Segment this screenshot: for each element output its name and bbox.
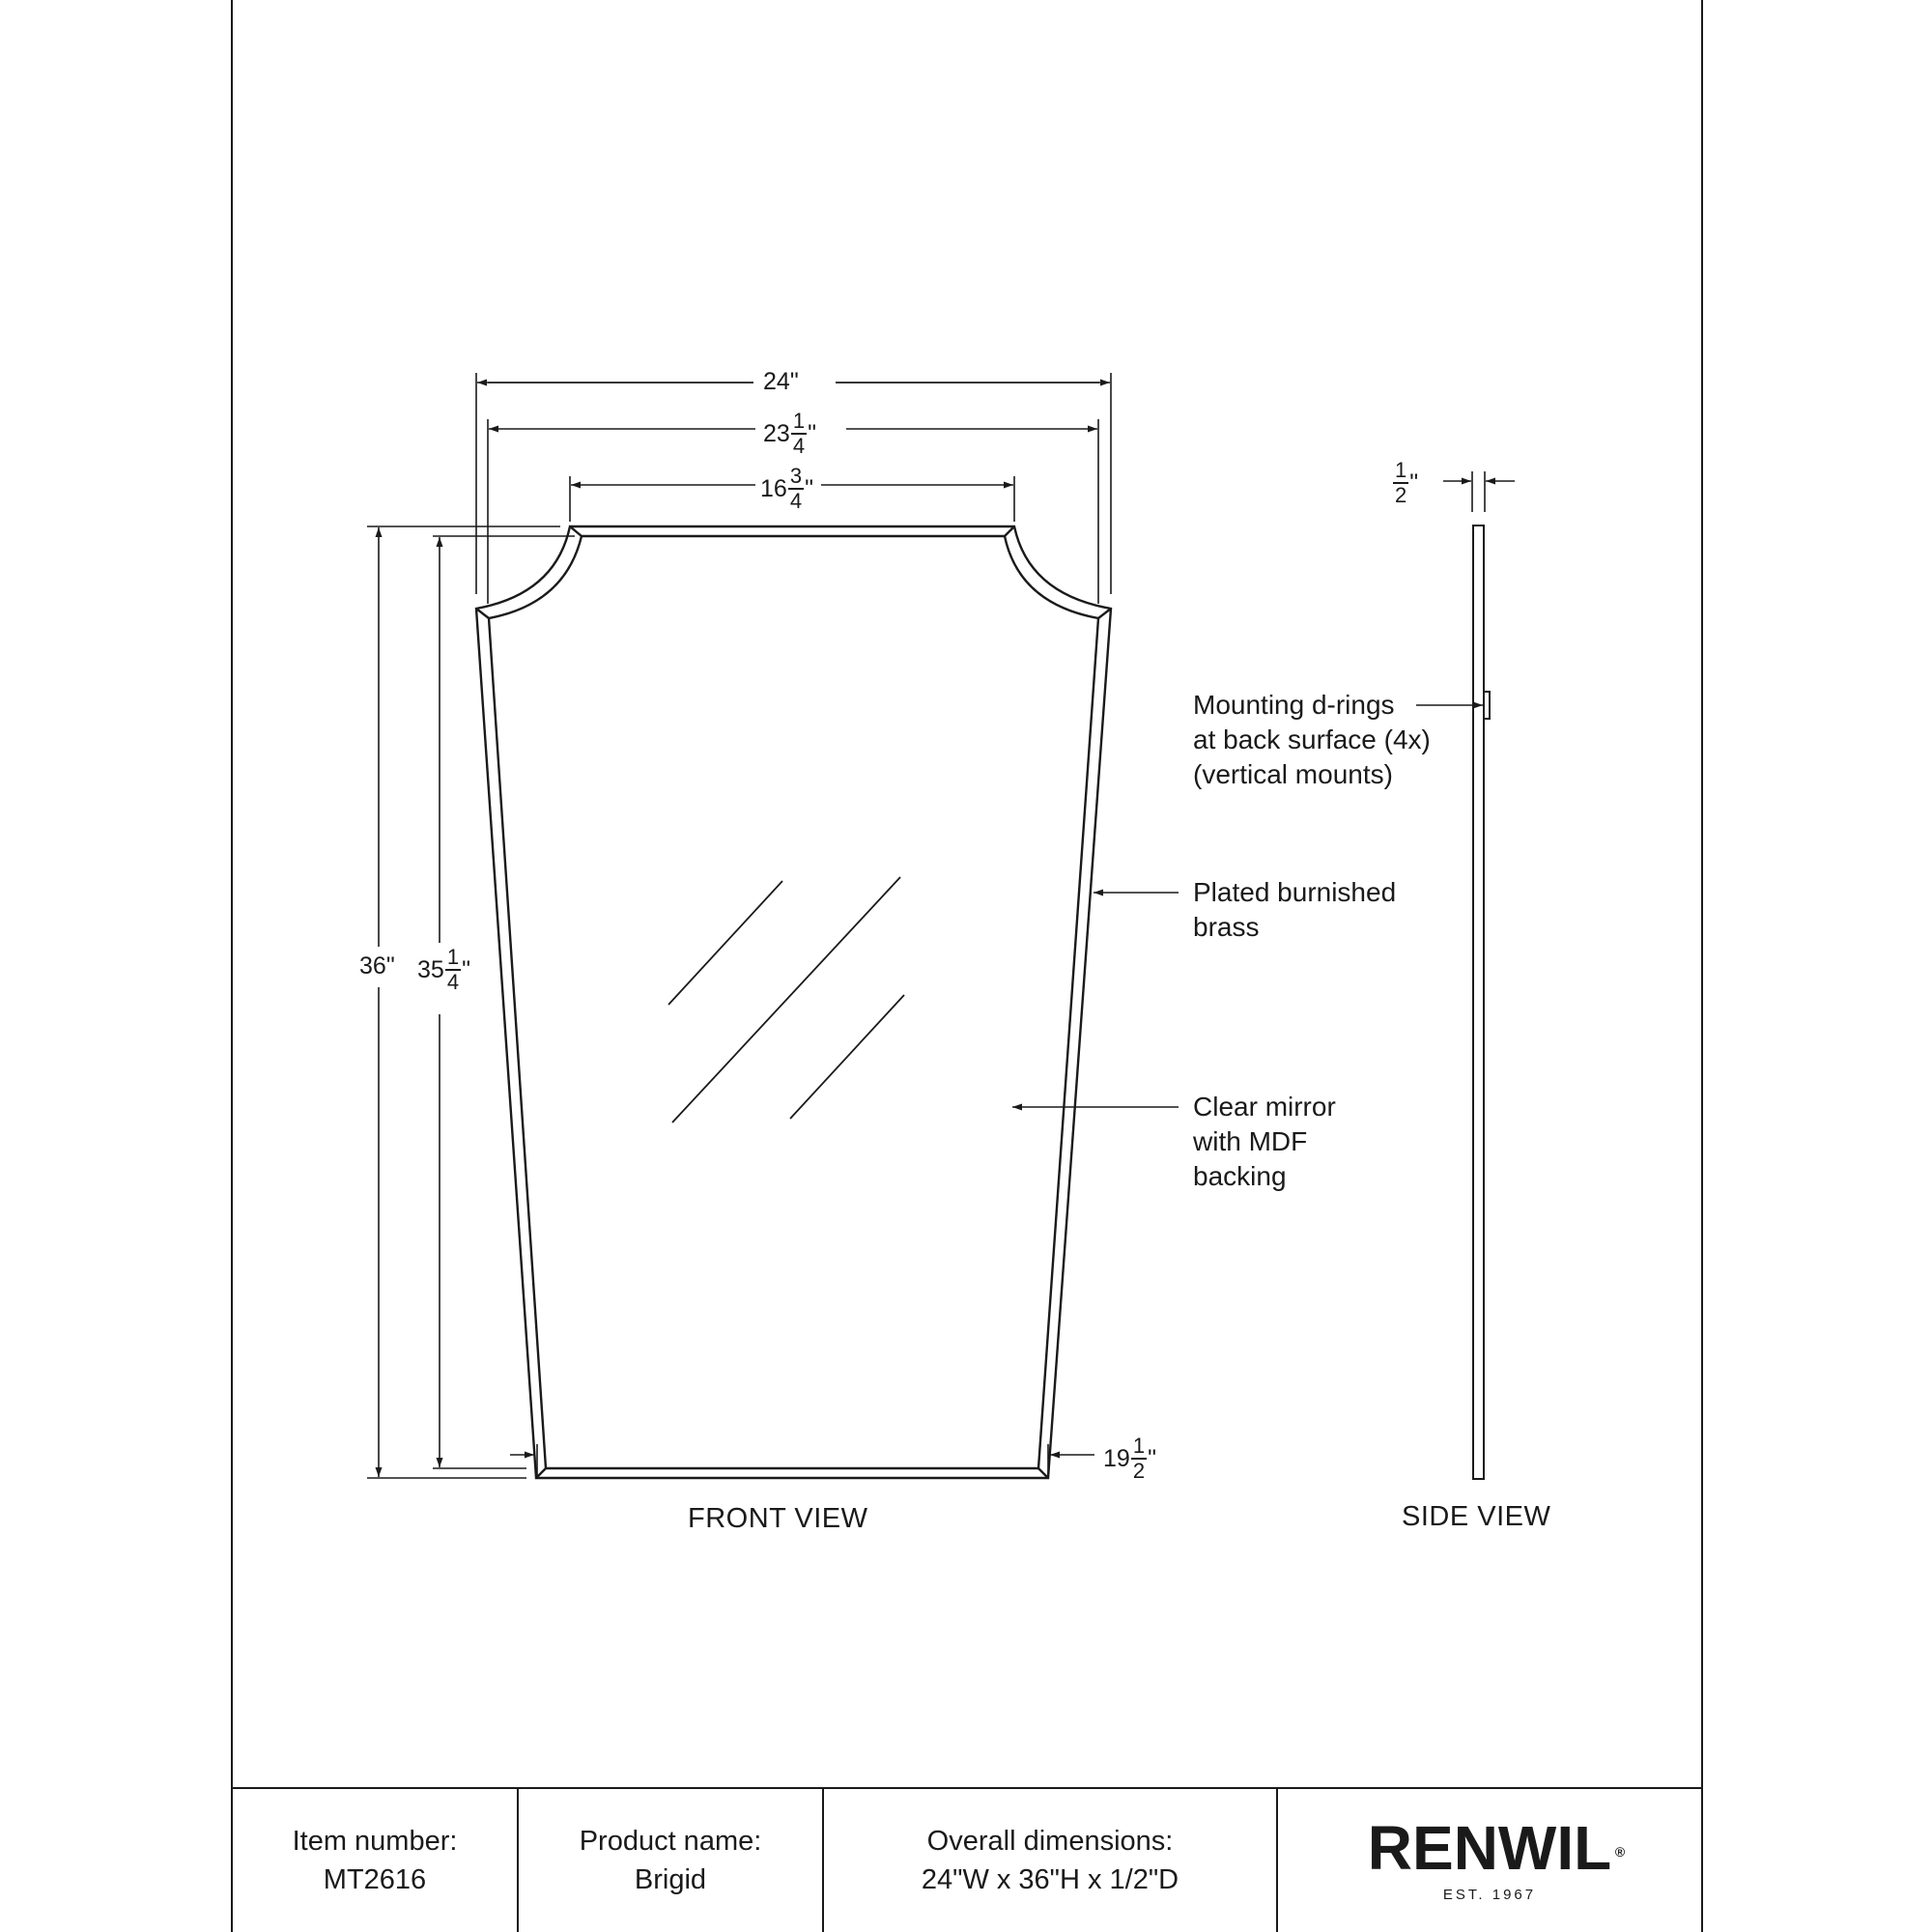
frame-outer-outline <box>476 526 1111 1478</box>
brand-wordmark: RENWIL ® <box>1367 1812 1626 1883</box>
title-cell-product-name <box>518 1789 823 1932</box>
dim-mirror-height: 35 $\frac{1}{4}$ " <box>417 945 470 994</box>
side-view-label: SIDE VIEW <box>1402 1501 1551 1532</box>
title-cell-overall-dimensions <box>823 1789 1277 1932</box>
overall-dimensions-label: Overall dimensions: <box>926 1826 1174 1857</box>
dim-fraction: $\frac{1}{2}$ <box>1395 458 1407 507</box>
dim-overall-height: 36 " <box>359 952 395 980</box>
bevel-corner-ml <box>476 609 489 618</box>
mirror-reflection-marks <box>668 877 904 1122</box>
dim-top-width: 16 $\frac{3}{4}$ " <box>760 464 813 513</box>
frame-inner-outline <box>489 536 1098 1468</box>
dim-bottom-width: 19 $\frac{1}{2}$ " <box>1103 1434 1156 1483</box>
dim-fraction: $\frac{1}{4}$ <box>792 409 806 458</box>
front-view-mirror <box>476 526 1111 1478</box>
dim-fraction: $\frac{1}{2}$ <box>1132 1434 1146 1483</box>
brand-logo <box>1277 1789 1702 1932</box>
title-cell-item-number <box>232 1789 518 1932</box>
bevel-corner-br <box>1038 1468 1048 1478</box>
d-ring-bracket <box>1484 692 1490 719</box>
bevel-corner-tr <box>1005 526 1014 536</box>
bevel-corner-tl <box>570 526 582 536</box>
bevel-corner-mr <box>1098 609 1111 618</box>
product-name-value: Brigid <box>634 1864 707 1895</box>
dim-overall-width: 24 " <box>763 368 799 395</box>
dim-fraction: $\frac{1}{4}$ <box>446 945 460 994</box>
brand-tagline: EST. 1967 <box>1442 1886 1537 1903</box>
item-number-value: MT2616 <box>323 1864 427 1895</box>
side-panel-outline <box>1473 526 1484 1479</box>
overall-dimensions-value: 24"W x 36"H x 1/2"D <box>921 1864 1179 1895</box>
side-view-panel <box>1473 526 1490 1479</box>
callout-mirror-material: Clear mirror with MDF backing <box>1193 1092 1336 1191</box>
dim-depth: $\frac{1}{2}$ " <box>1395 458 1419 507</box>
dim-mirror-width: 23 $\frac{1}{4}$ " <box>763 409 816 458</box>
dim-fraction: $\frac{3}{4}$ <box>789 464 803 513</box>
callout-mounting: Mounting d-rings at back surface (4x) (vertical mounts) <box>1193 690 1431 789</box>
front-view-label: FRONT VIEW <box>688 1503 868 1534</box>
product-name-label: Product name: <box>579 1826 762 1857</box>
registered-mark: ® <box>1614 1843 1626 1860</box>
callout-frame-material: Plated burnished brass <box>1193 877 1397 942</box>
item-number-label: Item number: <box>292 1826 458 1857</box>
